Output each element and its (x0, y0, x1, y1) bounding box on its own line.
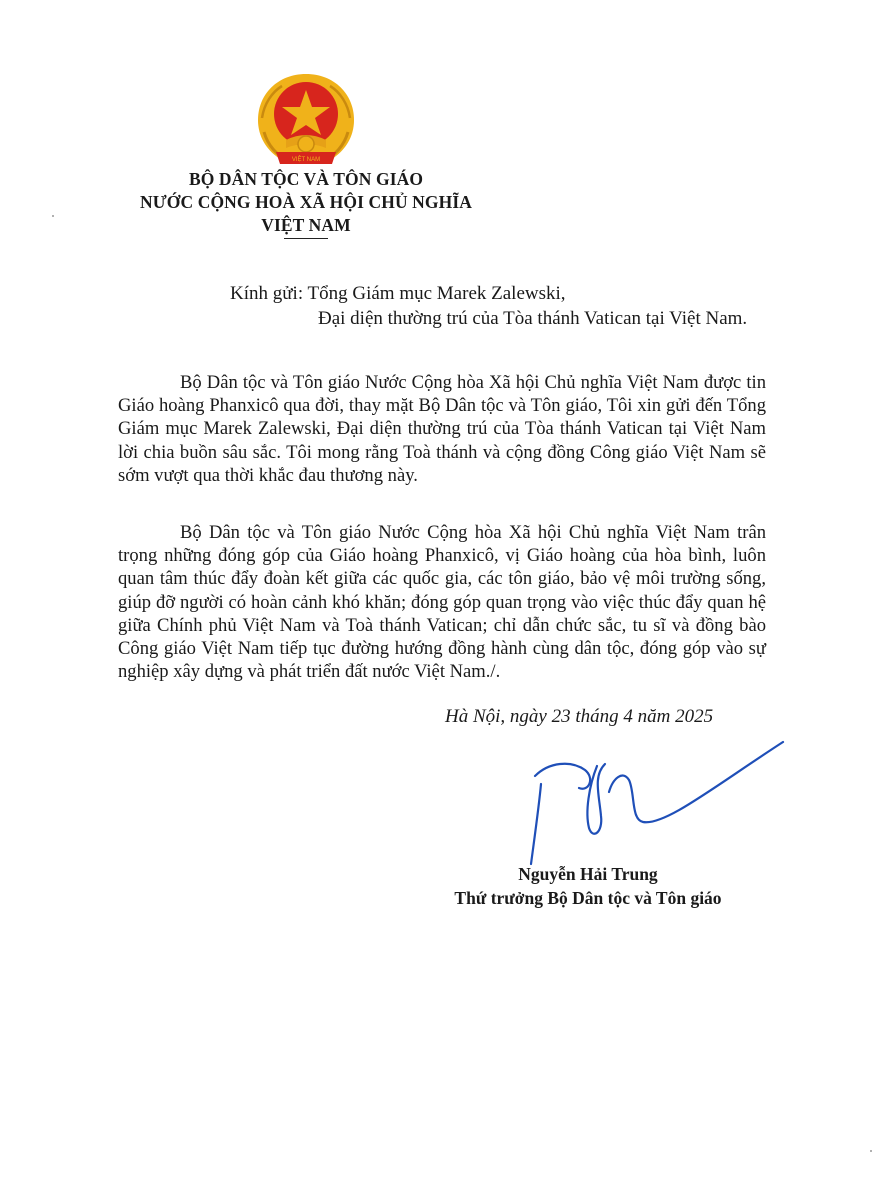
ministry-header (120, 168, 492, 239)
handwritten-signature-icon (505, 736, 805, 876)
header-underline (284, 238, 328, 239)
paragraph-text: Bộ Dân tộc và Tôn giáo Nước Cộng hòa Xã hội Chủ nghĩa Việt Nam được tin Giáo hoàng Phanxicô qua đời, thay mặt Bộ Dân tộc và Tôn giáo, Tôi xin gửi đến Tổng Giám mục Marek Zalewski, Đại diện thường trú của Tòa thánh Vatican tại Việt Nam lời chia buồn sâu sắc. Tôi mong rằng Toà thánh và cộng đồng Công giáo Việt Nam sẽ sớm vượt qua thời khắc đau thương này. (118, 372, 766, 486)
body-paragraph-1 (118, 371, 766, 487)
national-emblem-icon (250, 70, 362, 170)
scan-speck (52, 215, 54, 217)
signer-block (408, 862, 768, 910)
salutation (230, 281, 790, 331)
ministry-name: BỘ DÂN TỘC VÀ TÔN GIÁO (188, 169, 424, 189)
salutation-line1: Kính gửi: Tổng Giám mục Marek Zalewski, (230, 283, 566, 304)
signer-title: Thứ trưởng Bộ Dân tộc và Tôn giáo (454, 888, 722, 908)
body-paragraph-2 (118, 521, 766, 683)
date-line: Hà Nội, ngày 23 tháng 4 năm 2025 (445, 706, 714, 727)
emblem-ribbon-text: VIỆT NAM (291, 157, 321, 163)
salutation-line2: Đại diện thường trú của Tòa thánh Vatican tại Việt Nam. (318, 308, 748, 329)
scan-speck (870, 1150, 872, 1152)
signer-name: Nguyễn Hải Trung (518, 864, 658, 884)
paragraph-text: Bộ Dân tộc và Tôn giáo Nước Cộng hòa Xã hội Chủ nghĩa Việt Nam trân trọng những đóng góp của Giáo hoàng Phanxicô, vị Giáo hoàng của hòa bình, luôn quan tâm thúc đẩy đoàn kết giữa các quốc gia, các tôn giáo, bảo vệ môi trường sống, giúp đỡ người có hoàn cảnh khó khăn; đóng góp quan trọng vào việc thúc đẩy quan hệ giữa Chính phủ Việt Nam và Toà thánh Vatican; chỉ dẫn chức sắc, tu sĩ và đồng bào Công giáo Việt Nam tiếp tục đường hướng đồng hành cùng dân tộc, đóng góp vào sự nghiệp xây dựng và phát triển đất nước Việt Nam./. (118, 522, 766, 683)
country-name-line1: NƯỚC CỘNG HOÀ XÃ HỘI CHỦ NGHĨA (140, 192, 472, 212)
country-name-line2: VIỆT NAM (261, 215, 351, 235)
